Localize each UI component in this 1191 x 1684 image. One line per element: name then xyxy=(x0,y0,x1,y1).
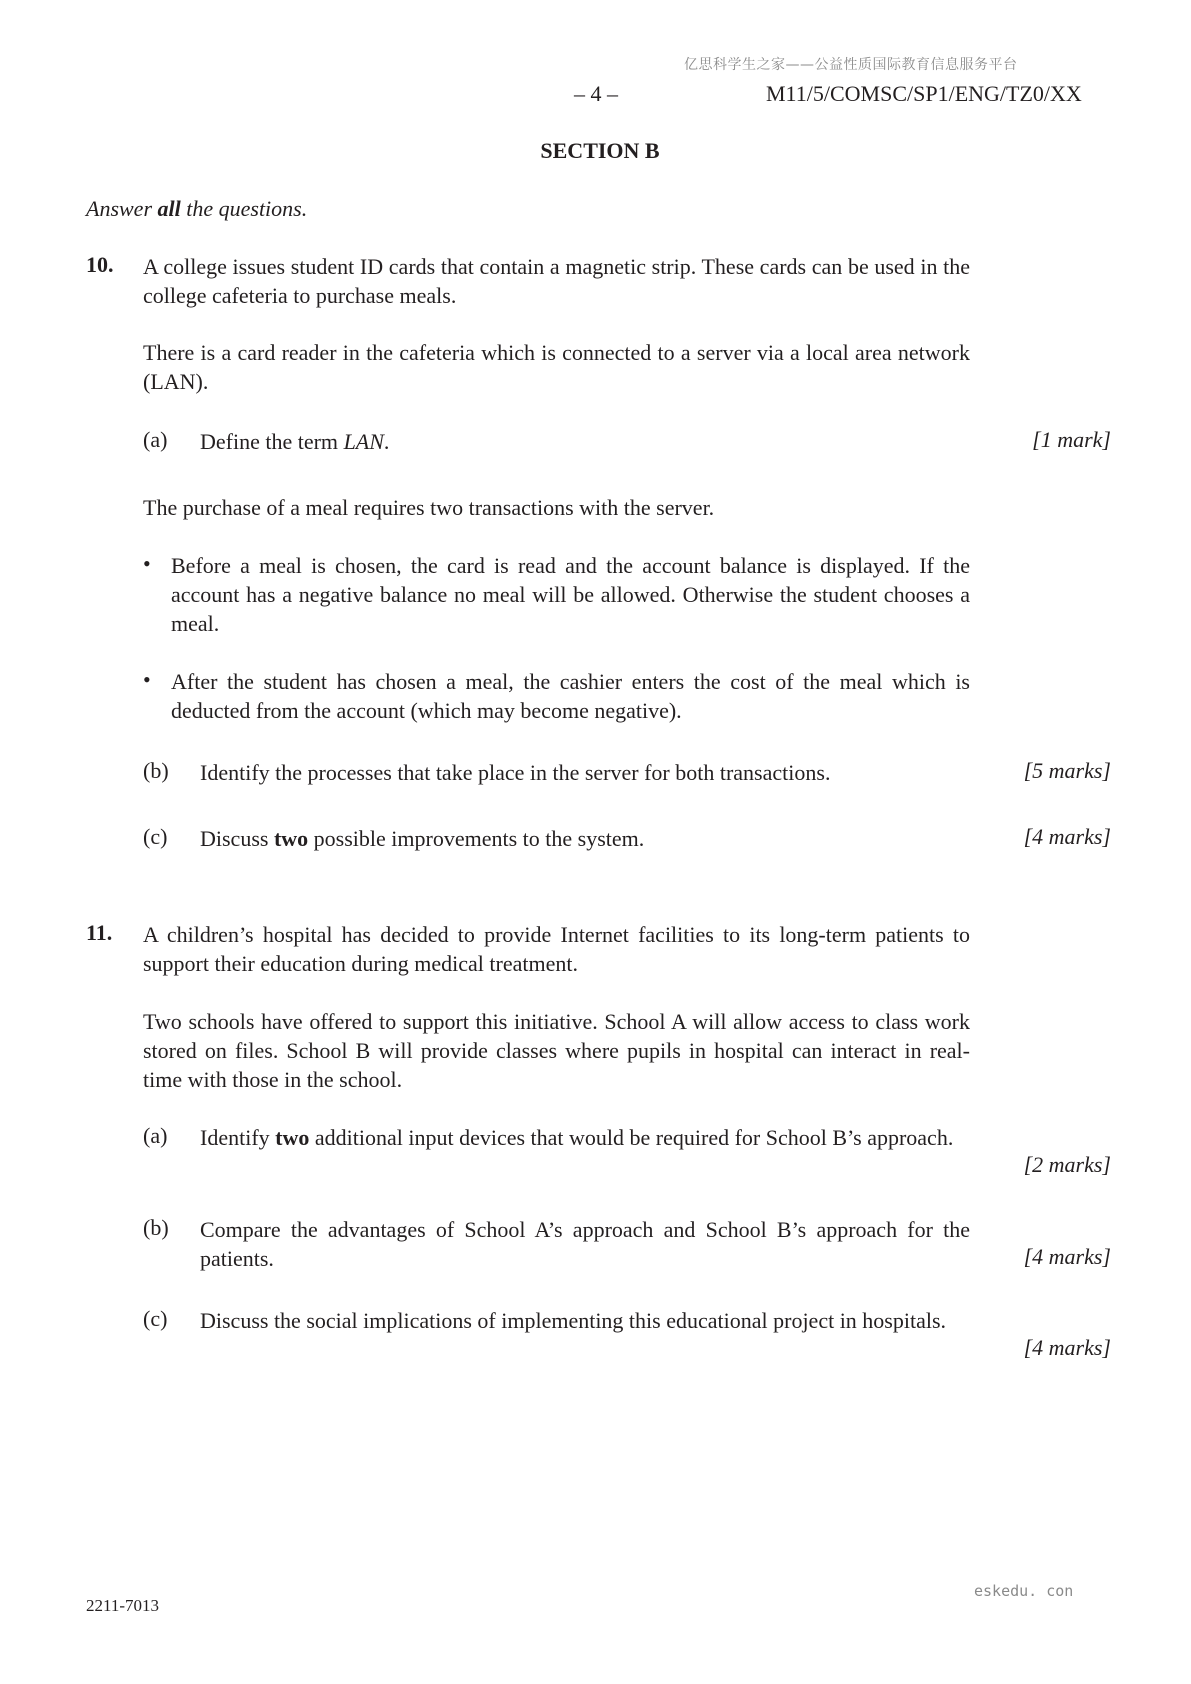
exam-code: M11/5/COMSC/SP1/ENG/TZ0/XX xyxy=(766,81,1082,106)
q10-a-label: (a) xyxy=(143,427,168,452)
q10-a-suffix: . xyxy=(383,429,390,454)
section-instruction xyxy=(86,196,307,222)
q10-c-prefix: Discuss xyxy=(200,826,274,851)
q11-intro-1: A children’s hospital has decided to provide Internet facilities to its long-term patients to support their education during medical treatment. xyxy=(143,922,970,976)
instruction-emphasis: all xyxy=(157,196,181,221)
q10-intro-1: A college issues student ID cards that contain a magnetic strip. These cards can be used in the college cafeteria to purchase meals. xyxy=(143,254,970,308)
q11-c-text: Discuss the social implications of implementing this educational project in hospitals. xyxy=(200,1308,947,1333)
q11-c-label: (c) xyxy=(143,1306,168,1331)
q10-a-text xyxy=(200,427,970,456)
q11-b-text: Compare the advantages of School A’s approach and School B’s approach for the patients. xyxy=(200,1217,970,1271)
q10-c-label: (c) xyxy=(143,824,168,849)
q10-c-marks: [4 marks] xyxy=(1023,824,1111,849)
instruction-prefix: Answer xyxy=(86,196,158,221)
q10-a-prefix: Define the term xyxy=(200,429,344,454)
q10-b-text: Identify the processes that take place in the server for both transactions. xyxy=(200,760,831,785)
q10-b-marks: [5 marks] xyxy=(1023,758,1111,783)
footer-watermark: eskedu. con xyxy=(974,1582,1074,1600)
q11-a-text xyxy=(200,1123,970,1152)
q10-mid-text: The purchase of a meal requires two transactions with the server. xyxy=(143,495,715,520)
q10-bullet-1: Before a meal is chosen, the card is read and the account balance is displayed. If the account has a negative balance no meal will be allowed. Otherwise the student chooses a meal. xyxy=(171,553,970,636)
q10-a-term: LAN xyxy=(343,429,384,454)
q11-b-label: (b) xyxy=(143,1215,169,1240)
page-number: – 4 – xyxy=(574,81,618,106)
q10-b-label: (b) xyxy=(143,758,169,783)
q10-c-suffix: possible improvements to the system. xyxy=(308,826,645,851)
q11-c-marks: [4 marks] xyxy=(1023,1335,1111,1360)
q10-c-text xyxy=(200,824,970,853)
q11-b-marks: [4 marks] xyxy=(1023,1244,1111,1269)
instruction-suffix: the questions. xyxy=(180,196,308,221)
section-title: SECTION B xyxy=(540,138,660,163)
bullet-icon: • xyxy=(143,667,151,692)
q10-bullet-2: After the student has chosen a meal, the cashier enters the cost of the meal which is deducted from the account (which may become negative). xyxy=(171,669,970,723)
q11-a-marks: [2 marks] xyxy=(1023,1152,1111,1177)
question-number-10: 10. xyxy=(86,252,114,277)
q10-intro-2: There is a card reader in the cafeteria which is connected to a server via a local area network (LAN). xyxy=(143,340,970,394)
q11-a-prefix: Identify xyxy=(200,1125,276,1150)
q10-a-marks: [1 mark] xyxy=(1032,427,1111,452)
paper-code: 2211-7013 xyxy=(86,1596,160,1615)
q11-a-emphasis: two xyxy=(275,1125,310,1150)
question-number-11: 11. xyxy=(86,920,113,945)
q11-a-suffix: additional input devices that would be required for School B’s approach. xyxy=(309,1125,954,1150)
q10-c-emphasis: two xyxy=(273,826,309,851)
q11-a-label: (a) xyxy=(143,1123,168,1148)
bullet-icon: • xyxy=(143,551,151,576)
q11-intro-2: Two schools have offered to support this initiative. School A will allow access to class work stored on files. School B will provide classes where pupils in hospital can interact in real-time with those in the school. xyxy=(143,1009,970,1092)
watermark-text: 亿思科学生之家——公益性质国际教育信息服务平台 xyxy=(684,57,1018,73)
